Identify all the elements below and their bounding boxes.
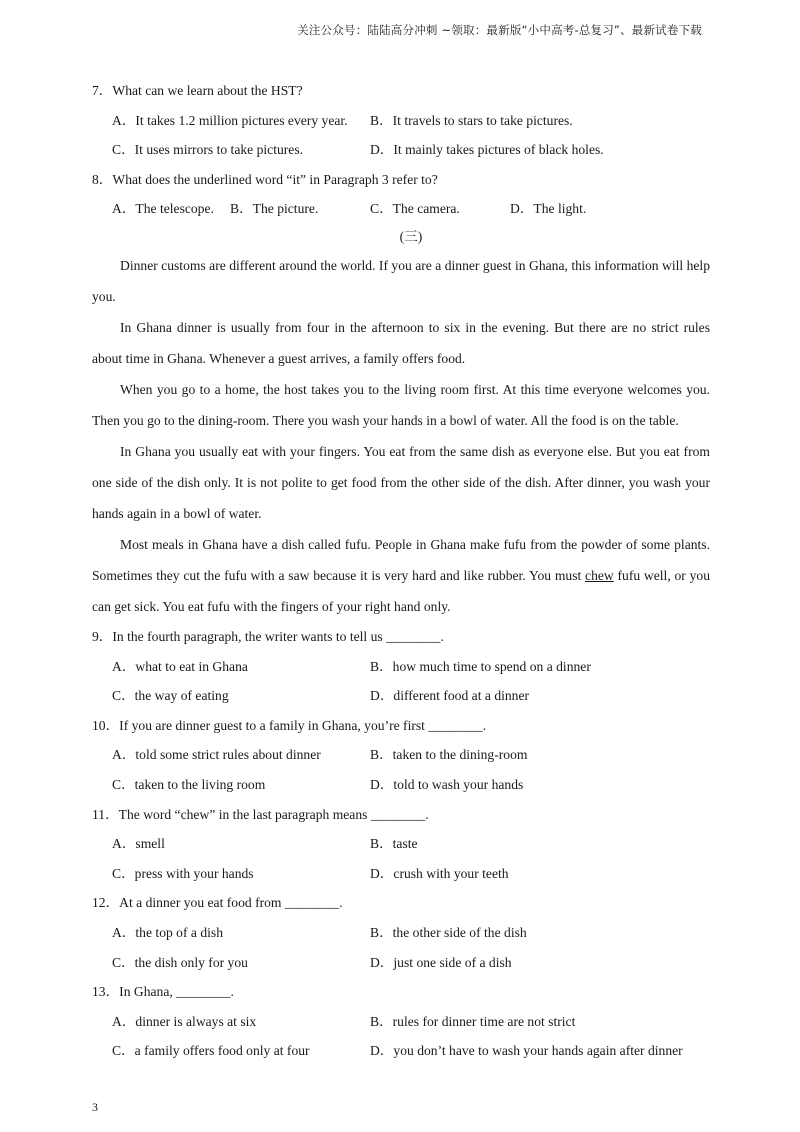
question-13-options-row-1 <box>92 1007 710 1037</box>
passage-paragraph-2: In Ghana dinner is usually from four in the afternoon to six in the evening. But there are no strict rules about time in Ghana. Whenever a guest arrives, a family offers food. <box>92 319 710 366</box>
section-heading: (三) <box>399 228 423 244</box>
passage-paragraph-1: Dinner customs are different around the world. If you are a dinner guest in Ghana, this information will help you. <box>92 257 710 304</box>
question-12-options-row-1 <box>92 918 710 948</box>
question-7-stem: 7．What can we learn about the HST? <box>92 83 303 98</box>
question-13-option-b[interactable]: B．rules for dinner time are not strict <box>370 1013 576 1029</box>
question-12-option-b[interactable]: B．the other side of the dish <box>370 924 527 940</box>
passage-paragraph-3: When you go to a home, the host takes you to the living room first. At this time everyone welcomes you. Then you go to the dining-room. There you wash your hands in a bowl of water. All the food is on the table. <box>92 381 710 428</box>
question-10-option-b[interactable]: B．taken to the dining-room <box>370 747 528 763</box>
question-11-stem: 11．The word “chew” in the last paragraph means ________. <box>92 806 429 822</box>
question-13-options-row-2 <box>92 1036 710 1066</box>
question-13-option-d[interactable]: D．you don’t have to wash your hands again after dinner <box>370 1043 683 1059</box>
question-8-option-b[interactable]: B．The picture. <box>230 201 319 217</box>
question-11-options-row-2 <box>92 859 710 889</box>
question-7-option-a[interactable]: A．It takes 1.2 million pictures every year. <box>112 112 348 128</box>
question-7-options-row-2 <box>92 135 710 165</box>
passage-paragraph-5-end: fufu well, or you can get sick. You eat fufu with the fingers of your right hand only. <box>92 567 710 614</box>
question-11-options-row-1 <box>92 829 710 859</box>
question-12-option-d[interactable]: D．just one side of a dish <box>370 954 512 970</box>
question-9-option-a[interactable]: A．what to eat in Ghana <box>112 658 248 674</box>
question-7-option-c[interactable]: C．It uses mirrors to take pictures. <box>112 142 304 158</box>
question-8-option-d[interactable]: D．The light. <box>510 201 587 217</box>
question-10-option-a[interactable]: A．told some strict rules about dinner <box>112 747 321 763</box>
question-12-option-c[interactable]: C．the dish only for you <box>112 954 248 970</box>
header-note: 关注公众号：陆陆高分冲刺 ~领取：最新版“小中高考-总复习”、最新试卷下载 <box>297 23 702 37</box>
question-12-option-a[interactable]: A．the top of a dish <box>112 924 224 940</box>
question-8-stem: 8．What does the underlined word “it” in Paragraph 3 refer to? <box>92 171 438 187</box>
question-13-option-c[interactable]: C．a family offers food only at four <box>112 1043 310 1059</box>
passage-paragraph-5-start: Most meals in Ghana have a dish called fufu. People in Ghana make fufu from the powder of some plants. Sometimes they cut the fufu with a saw because it is very hard and like rubber. You must <box>92 536 710 583</box>
question-7-options-row-1 <box>92 106 710 136</box>
question-8-option-a[interactable]: A．The telescope. <box>112 201 214 217</box>
question-9-option-c[interactable]: C．the way of eating <box>112 688 229 704</box>
question-9-options-row-2 <box>92 681 710 711</box>
question-12-stem: 12．At a dinner you eat food from ________. <box>92 895 343 911</box>
question-8-options-row <box>92 194 710 224</box>
question-11-option-d[interactable]: D．crush with your teeth <box>370 865 509 881</box>
question-10-option-c[interactable]: C．taken to the living room <box>112 776 266 792</box>
question-9-stem: 9．In the fourth paragraph, the writer wants to tell us ________. <box>92 628 444 644</box>
underlined-word-chew: chew <box>585 567 614 583</box>
question-10-stem: 10．If you are dinner guest to a family in Ghana, you’re first ________. <box>92 717 487 733</box>
question-8-option-c[interactable]: C．The camera. <box>370 201 460 217</box>
document-page <box>92 76 710 1066</box>
question-11-option-b[interactable]: B．taste <box>370 836 418 852</box>
passage-paragraph-4: In Ghana you usually eat with your fingers. You eat from the same dish as everyone else. But you eat from one side of the dish only. It is not polite to get food from the other side of the dish. After dinner, you wash your hands again in a bowl of water. <box>92 443 710 521</box>
passage-paragraph-5 <box>92 529 710 622</box>
question-13-option-a[interactable]: A．dinner is always at six <box>112 1013 257 1029</box>
question-10-options-row-1 <box>92 740 710 770</box>
question-11-option-a[interactable]: A．smell <box>112 836 165 852</box>
question-7-option-b[interactable]: B．It travels to stars to take pictures. <box>370 112 573 128</box>
question-9-option-d[interactable]: D．different food at a dinner <box>370 688 530 704</box>
question-9-option-b[interactable]: B．how much time to spend on a dinner <box>370 658 591 674</box>
question-10-option-d[interactable]: D．told to wash your hands <box>370 776 524 792</box>
question-9-options-row-1 <box>92 652 710 682</box>
question-7-option-d[interactable]: D．It mainly takes pictures of black holes. <box>370 142 604 158</box>
page-number: 3 <box>92 1100 98 1114</box>
question-10-options-row-2 <box>92 770 710 800</box>
question-13-stem: 13．In Ghana, ________. <box>92 984 234 1000</box>
question-12-options-row-2 <box>92 948 710 978</box>
question-11-option-c[interactable]: C．press with your hands <box>112 865 254 881</box>
